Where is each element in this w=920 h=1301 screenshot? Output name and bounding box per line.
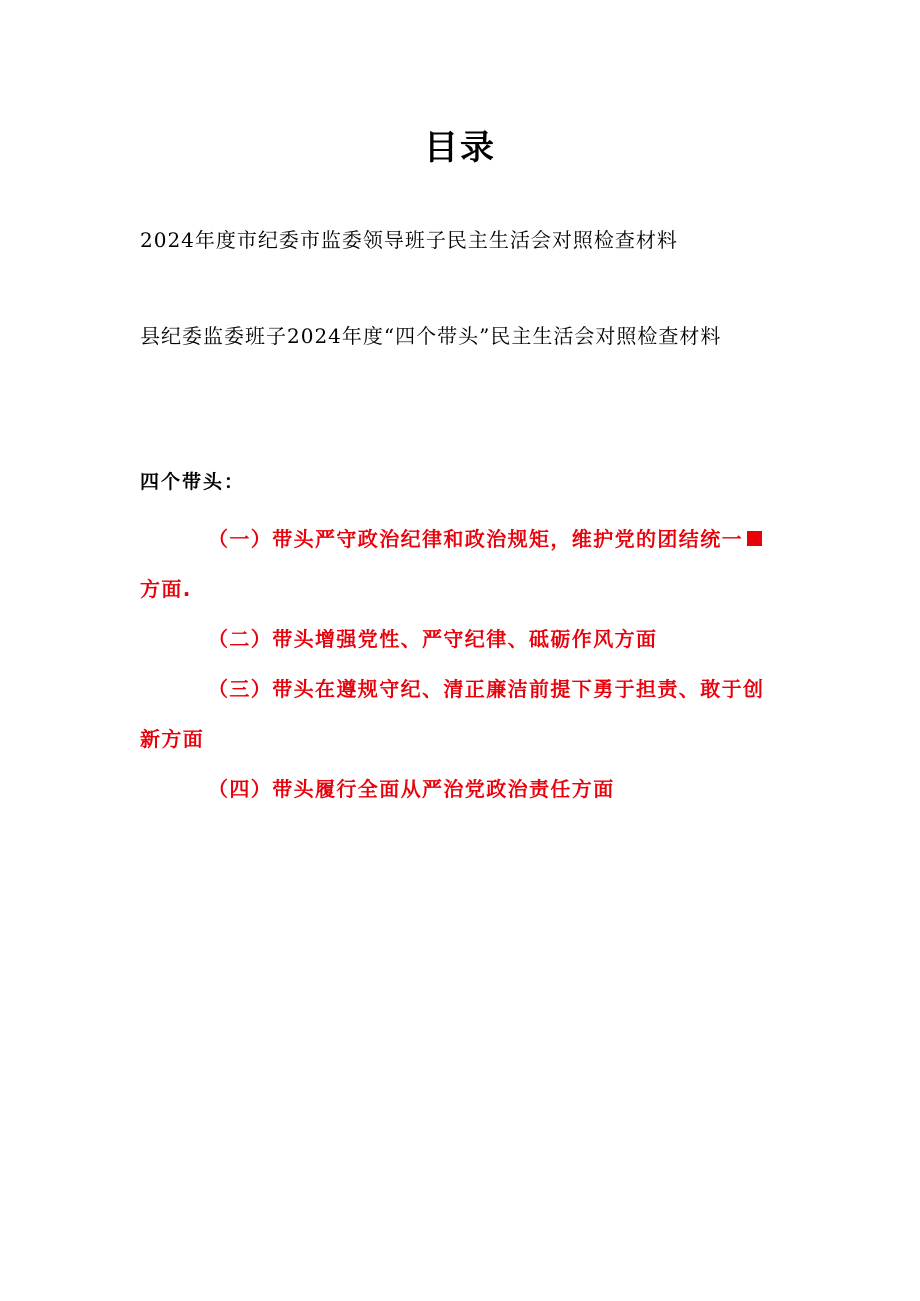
square-mark-icon [747,531,762,546]
four-leads-list [140,514,770,814]
section-label: 四个带头： [140,471,246,493]
toc-entry-1[interactable]: 2024年度市纪委市监委领导班子民主生活会对照检查材料 [140,228,678,252]
list-item-2: （二）带头增强党性、严守纪律、砥砺作风方面 [208,627,658,651]
list-item-1 [140,514,770,614]
list-item-1-continuation: 方面. [140,577,192,601]
list-item-1-text: （一）带头严守政治纪律和政治规矩，维护党的团结统一 [208,527,743,551]
list-item-3: （三）带头在遵规守纪、清正廉洁前提下勇于担责、敢于创新方面 [140,677,765,751]
list-item-4: （四）带头履行全面从严治党政治责任方面 [208,777,615,801]
toc-entry-2[interactable]: 县纪委监委班子2024年度“四个带头”民主生活会对照检查材料 [140,324,722,348]
page-title: 目录 [424,128,496,168]
